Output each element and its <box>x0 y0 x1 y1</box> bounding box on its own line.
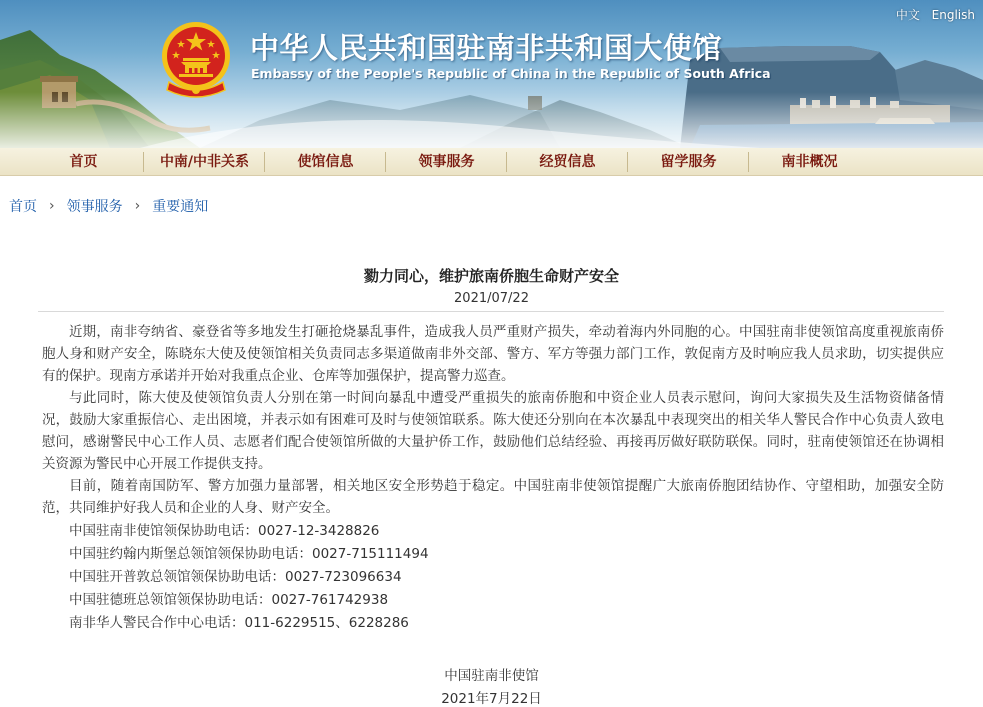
nav-item-label: 南非概况 <box>781 154 838 170</box>
breadcrumb-consular-link[interactable]: 领事服务 <box>66 199 123 215</box>
nav-item-label: 经贸信息 <box>539 154 596 170</box>
header-banner <box>0 0 983 148</box>
nav-item-china-sa-relations[interactable] <box>144 148 265 176</box>
site-title-english: Embassy of the People's Republic of China in the Republic of South Africa <box>251 66 771 81</box>
article-title: 勠力同心，维护旅南侨胞生命财产安全 <box>363 267 619 285</box>
language-switcher <box>888 6 975 23</box>
site-title-chinese: 中华人民共和国驻南非共和国大使馆 <box>250 31 723 65</box>
hotline-embassy: 中国驻南非使馆领保协助电话：0027-12-3428826 <box>69 523 380 539</box>
breadcrumb <box>0 192 983 220</box>
signature-org: 中国驻南非使馆 <box>444 668 539 684</box>
article-date: 2021/07/22 <box>454 291 529 306</box>
nav-item-embassy-info[interactable] <box>265 148 386 176</box>
nav-item-sa-overview[interactable] <box>749 148 870 176</box>
nav-item-study-services[interactable] <box>628 148 749 176</box>
article-paragraph: 目前，随着南国防军、警方加强力量部署，相关地区安全形势趋于稳定。中国驻南非使领馆提醒广大旅南侨胞团结协作、守望相助，加强安全防范，共同维护好我人员和企业的人身、财产安全。 <box>42 478 944 516</box>
nav-item-trade-info[interactable] <box>507 148 628 176</box>
hotline-cape-town: 中国驻开普敦总领馆领保协助电话：0027-723096634 <box>69 569 402 585</box>
breadcrumb-notice-link[interactable]: 重要通知 <box>152 199 209 215</box>
article-paragraph: 与此同时，陈大使及使领馆负责人分别在第一时间向暴乱中遭受严重损失的旅南侨胞和中资企业人员表示慰问，询问大家损失及生活物资储备情况，鼓励大家重振信心、走出困境，并表示如有困难可及时与使领馆联系。陈大使还分别向在本次暴乱中表现突出的相关华人警民合作中心负责人致电慰问，感谢警民中心工作人员、志愿者们配合使领馆所做的大量护侨工作，鼓励他们总结经验、再接再厉做好联防联保。同时，驻南使领馆还在协调相关资源为警民中心开展工作提供支持。 <box>42 390 944 472</box>
article-body <box>42 321 944 634</box>
article-paragraph: 近期，南非夸纳省、豪登省等多地发生打砸抢烧暴乱事件，造成我人员严重财产损失，牵动着海内外同胞的心。中国驻南非使领馆高度重视旅南侨胞人身和财产安全，陈晓东大使及使领馆相关负责同志多渠道做南非外交部、警方、军方等强力部门工作，敦促南方及时响应我人员求助，切实提供应有的保护。现南方承诺并开始对我重点企业、仓库等加强保护，提高警力巡查。 <box>42 324 944 384</box>
hotline-johannesburg: 中国驻约翰内斯堡总领馆领保协助电话：0027-715111494 <box>69 546 429 562</box>
nav-item-label: 首页 <box>69 154 98 170</box>
breadcrumb-home-link[interactable]: 首页 <box>9 199 37 215</box>
nav-item-label: 领事服务 <box>418 154 475 170</box>
nav-item-consular-services[interactable] <box>386 148 507 176</box>
chevron-right-icon: › <box>49 198 55 214</box>
title-divider <box>38 311 944 312</box>
chevron-right-icon: › <box>134 198 141 214</box>
signature-date: 2021年7月22日 <box>441 691 542 707</box>
hotline-police-center: 南非华人警民合作中心电话：011-6229515、6228286 <box>69 615 409 631</box>
nav-item-home[interactable] <box>23 148 144 176</box>
hotline-durban: 中国驻德班总领馆领保协助电话：0027-761742938 <box>69 592 389 608</box>
nav-item-label: 使馆信息 <box>297 154 354 170</box>
lang-chinese-link[interactable]: 中文 <box>895 8 920 22</box>
nav-item-label: 留学服务 <box>660 154 717 170</box>
nav-item-label: 中南/中非关系 <box>159 154 250 170</box>
main-nav <box>0 148 983 176</box>
lang-english-link[interactable]: English <box>931 8 975 22</box>
national-emblem-icon <box>159 18 233 100</box>
